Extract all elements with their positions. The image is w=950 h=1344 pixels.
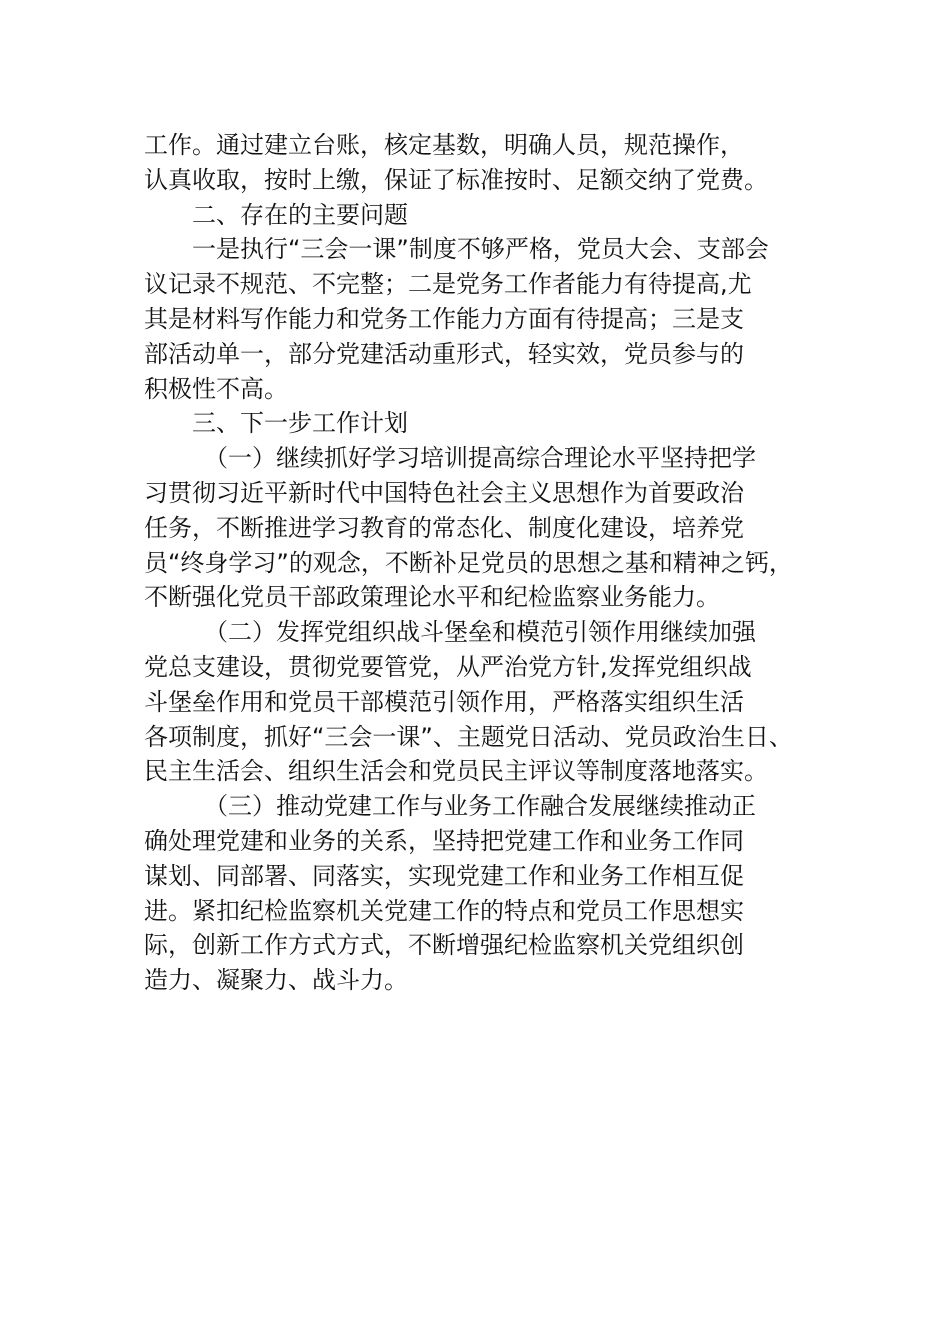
- paragraph-line: 习贯彻习近平新时代中国特色社会主义思想作为首要政治: [144, 478, 744, 507]
- paragraph-line: 一是执行“三会一课”制度不够严格，党员大会、支部会: [192, 235, 769, 264]
- paragraph-line: （一）继续抓好学习培训提高综合理论水平坚持把学: [204, 444, 756, 473]
- paragraph-line: 民主生活会、组织生活会和党员民主评议等制度落地落实。: [144, 757, 768, 786]
- paragraph-line: 斗堡垒作用和党员干部模范引领作用，严格落实组织生活: [144, 687, 744, 716]
- paragraph-line: 积极性不高。: [144, 374, 288, 403]
- section-heading-problems: 二、存在的主要问题: [192, 200, 408, 229]
- paragraph-line: 员“终身学习”的观念，不断补足党员的思想之基和精神之钙，: [144, 548, 793, 577]
- paragraph-line: 不断强化党员干部政策理论水平和纪检监察业务能力。: [144, 583, 720, 612]
- paragraph-line: 工作。通过建立台账，核定基数，明确人员，规范操作，: [144, 131, 744, 159]
- paragraph-line: 认真收取，按时上缴，保证了标准按时、足额交纳了党费。: [144, 165, 768, 194]
- paragraph-line: 造力、凝聚力、战斗力。: [144, 966, 408, 995]
- paragraph-line: 任务，不断推进学习教育的常态化、制度化建设，培养党: [144, 513, 744, 542]
- document-body: [144, 128, 812, 998]
- paragraph-line: 部活动单一，部分党建活动重形式，轻实效，党员参与的: [144, 339, 744, 368]
- section-heading-next-steps: 三、下一步工作计划: [192, 409, 408, 438]
- paragraph-line: 进。紧扣纪检监察机关党建工作的特点和党员工作思想实: [144, 896, 744, 925]
- paragraph-line: 际，创新工作方式方式，不断增强纪检监察机关党组织创: [144, 931, 744, 960]
- paragraph-line: 各项制度，抓好“三会一课”、主题党日活动、党员政治生日、: [144, 722, 793, 751]
- paragraph-line: 谋划、同部署、同落实，实现党建工作和业务工作相互促: [144, 861, 744, 890]
- paragraph-line: （二）发挥党组织战斗堡垒和模范引领作用继续加强: [204, 618, 756, 647]
- paragraph-line: 议记录不规范、不完整；二是党务工作者能力有待提高,尤: [144, 270, 752, 299]
- paragraph-line: （三）推动党建工作与业务工作融合发展继续推动正: [204, 792, 756, 821]
- paragraph-line: 其是材料写作能力和党务工作能力方面有待提高；三是支: [144, 304, 744, 333]
- paragraph-line: 确处理党建和业务的关系，坚持把党建工作和业务工作同: [144, 826, 744, 855]
- paragraph-line: 党总支建设，贯彻党要管党，从严治党方针,发挥党组织战: [144, 652, 752, 681]
